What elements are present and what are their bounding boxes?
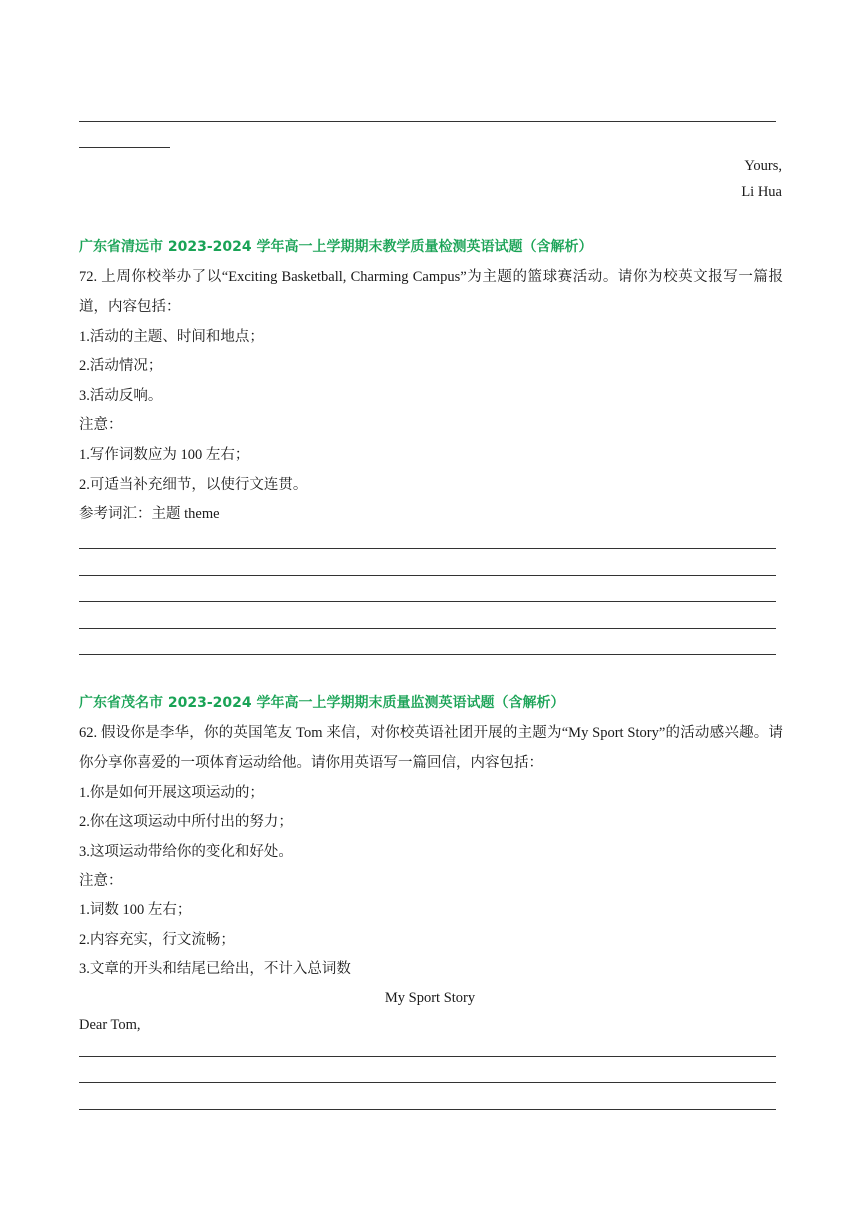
- note-item: 2.可适当补充细节，以使行文连贯。: [79, 477, 308, 493]
- note-label: 注意：: [79, 873, 123, 889]
- section-heading: 广东省清远市 2023-2024 学年高一上学期期末教学质量检测英语试题（含解析）: [79, 239, 593, 255]
- essay-title: My Sport Story: [384, 990, 476, 1006]
- answer-line: [79, 628, 776, 629]
- note-item: 1.写作词数应为 100 左右；: [79, 447, 250, 463]
- answer-line: [79, 1109, 776, 1110]
- requirement-item: 3.这项运动带给你的变化和好处。: [79, 844, 293, 860]
- requirement-item: 1.你是如何开展这项运动的；: [79, 785, 264, 801]
- answer-line: [79, 147, 170, 148]
- answer-line: [79, 1056, 776, 1057]
- requirement-item: 2.活动情况；: [79, 358, 163, 374]
- section-heading: 广东省茂名市 2023-2024 学年高一上学期期末质量监测英语试题（含解析）: [79, 695, 565, 711]
- requirement-item: 2.你在这项运动中所付出的努力；: [79, 814, 293, 830]
- letter-signature: Li Hua: [741, 184, 782, 200]
- note-item: 3.文章的开头和结尾已给出，不计入总词数: [79, 961, 351, 977]
- letter-closing: Yours,: [744, 158, 782, 174]
- note-item: 2.内容充实，行文流畅；: [79, 932, 235, 948]
- requirement-item: 1.活动的主题、时间和地点；: [79, 329, 264, 345]
- question-text: 62. 假设你是李华，你的英国笔友 Tom 来信，对你校英语社团开展的主题为“My Sport Story”的活动感兴趣。请你分享你喜爱的一项体育运动给他。请你用英语写一篇回信，内容包括：: [79, 725, 783, 771]
- requirement-item: 3.活动反响。: [79, 388, 163, 404]
- answer-line: [79, 575, 776, 576]
- answer-line: [79, 548, 776, 549]
- answer-line: [79, 601, 776, 602]
- vocab-hint: 参考词汇：主题 theme: [79, 506, 220, 522]
- answer-line: [79, 121, 776, 122]
- note-item: 1.词数 100 左右；: [79, 902, 192, 918]
- answer-line: [79, 1082, 776, 1083]
- note-label: 注意：: [79, 417, 123, 433]
- letter-greeting: Dear Tom,: [79, 1017, 141, 1033]
- question-text: 72. 上周你校举办了以“Exciting Basketball, Charming Campus”为主题的篮球赛活动。请你为校英文报写一篇报道，内容包括：: [79, 269, 783, 315]
- answer-line: [79, 654, 776, 655]
